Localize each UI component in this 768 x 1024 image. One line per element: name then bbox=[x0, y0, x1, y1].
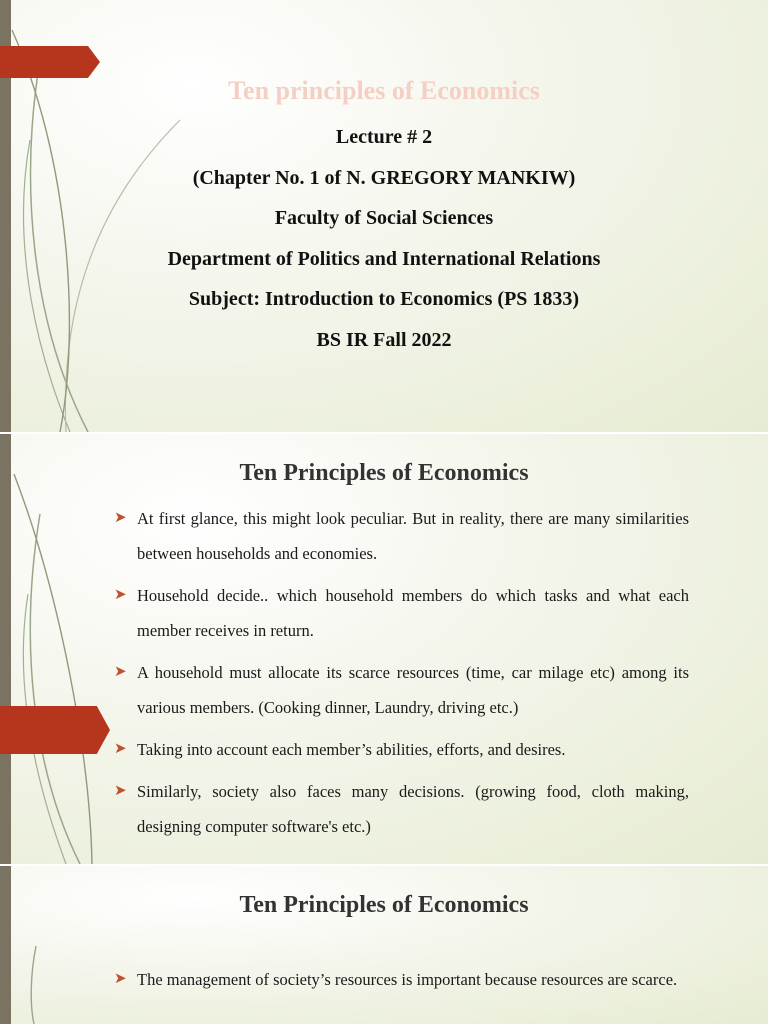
slide-households bbox=[0, 434, 768, 864]
arrow-bullet-icon: ➤ bbox=[114, 971, 127, 987]
lecture-number: Lecture # 2 bbox=[335, 126, 433, 148]
side-strip bbox=[0, 434, 11, 864]
subject-name: Subject: Introduction to Economics (PS 1833) bbox=[188, 288, 580, 310]
slide-title: Ten Principles of Economics bbox=[239, 460, 529, 486]
side-strip bbox=[0, 866, 11, 1024]
accent-ribbon bbox=[0, 46, 100, 78]
accent-ribbon bbox=[0, 706, 110, 754]
department-name: Department of Politics and International Relations bbox=[167, 248, 601, 270]
faculty-name: Faculty of Social Sciences bbox=[274, 207, 494, 229]
list-item: ➤ Household decide.. which household members do which tasks and what each member receives in return. bbox=[112, 578, 689, 648]
slide-heading: Ten principles of Economics bbox=[228, 76, 540, 105]
slide-title: Ten Principles of Economics bbox=[239, 892, 529, 918]
bullet-list bbox=[112, 962, 689, 1004]
slide-scarcity bbox=[0, 866, 768, 1024]
list-item: ➤ The management of society’s resources is important because resources are scarce. bbox=[112, 962, 689, 997]
arrow-bullet-icon: ➤ bbox=[114, 664, 127, 680]
list-item: ➤ Taking into account each member’s abilities, efforts, and desires. bbox=[112, 732, 689, 767]
arrow-bullet-icon: ➤ bbox=[114, 510, 127, 526]
bullet-list bbox=[112, 501, 689, 851]
chapter-reference: (Chapter No. 1 of N. GREGORY MANKIW) bbox=[192, 167, 576, 189]
list-item: ➤ A household must allocate its scarce resources (time, car milage etc) among its various members. (Cooking dinner, Laundry, driving etc.) bbox=[112, 655, 689, 725]
program-term: BS IR Fall 2022 bbox=[316, 329, 452, 351]
arrow-bullet-icon: ➤ bbox=[114, 587, 127, 603]
list-item: ➤ At first glance, this might look peculiar. But in reality, there are many similarities between households and economies. bbox=[112, 501, 689, 571]
arrow-bullet-icon: ➤ bbox=[114, 741, 127, 757]
list-item: ➤ Similarly, society also faces many decisions. (growing food, cloth making, designing computer software's etc.) bbox=[112, 774, 689, 844]
arrow-bullet-icon: ➤ bbox=[114, 783, 127, 799]
slide-title bbox=[0, 0, 768, 432]
